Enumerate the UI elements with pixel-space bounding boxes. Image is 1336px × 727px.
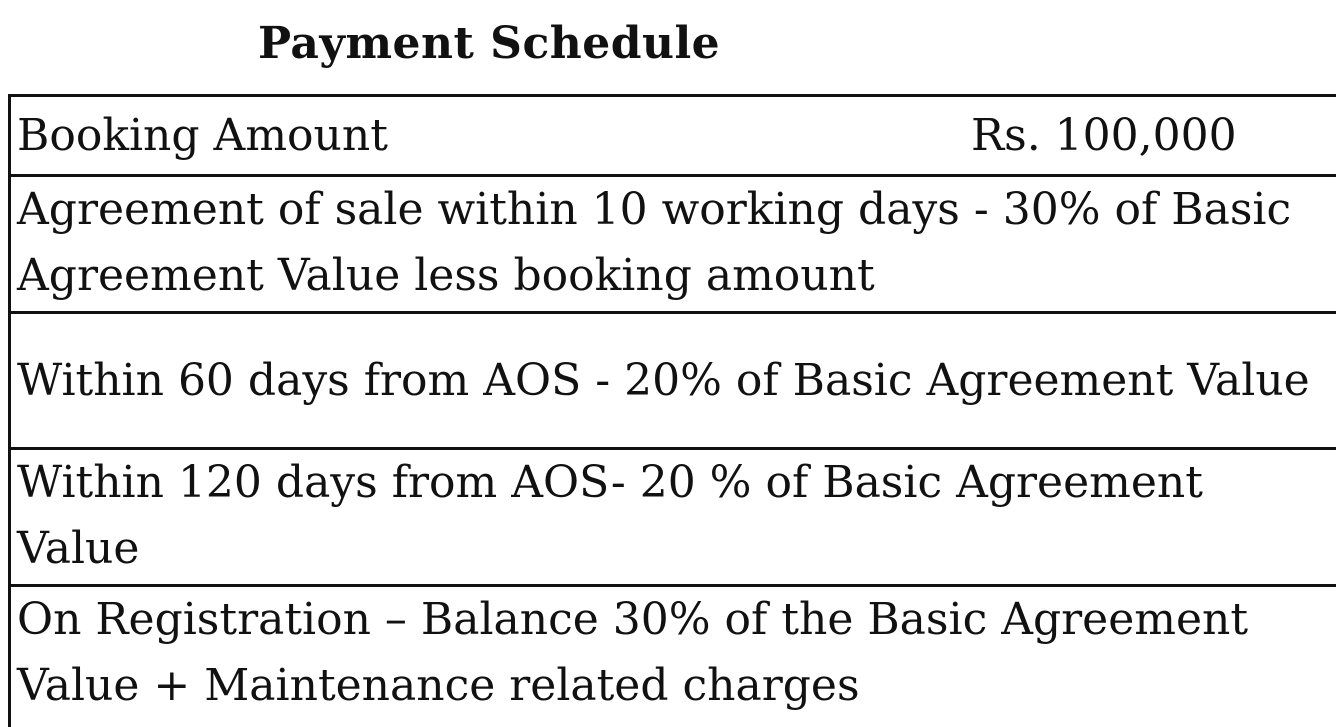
table-row-120-days bbox=[11, 450, 1336, 587]
table-row-60-days bbox=[11, 314, 1336, 450]
row-text-line: Within 60 days from AOS - 20% of Basic Agreement Value bbox=[17, 355, 1310, 406]
table-row-booking bbox=[11, 97, 1336, 177]
row-text-line: Agreement Value less booking amount bbox=[17, 250, 875, 301]
table-row-agreement-of-sale bbox=[11, 177, 1336, 314]
row-text-line: Value bbox=[17, 523, 140, 574]
row-label: Booking Amount bbox=[17, 110, 388, 161]
row-amount: Rs. 100,000 bbox=[971, 110, 1237, 161]
row-text-line: Agreement of sale within 10 working days - 30% of Basic bbox=[17, 184, 1292, 235]
payment-schedule-table bbox=[8, 94, 1336, 727]
page-title: Payment Schedule bbox=[258, 18, 721, 69]
row-text-line: Value + Maintenance related charges bbox=[17, 660, 860, 711]
table-row-registration bbox=[11, 587, 1336, 727]
row-text-line: On Registration – Balance 30% of the Basic Agreement bbox=[17, 594, 1249, 645]
row-text-line: Within 120 days from AOS- 20 % of Basic Agreement bbox=[17, 457, 1203, 508]
